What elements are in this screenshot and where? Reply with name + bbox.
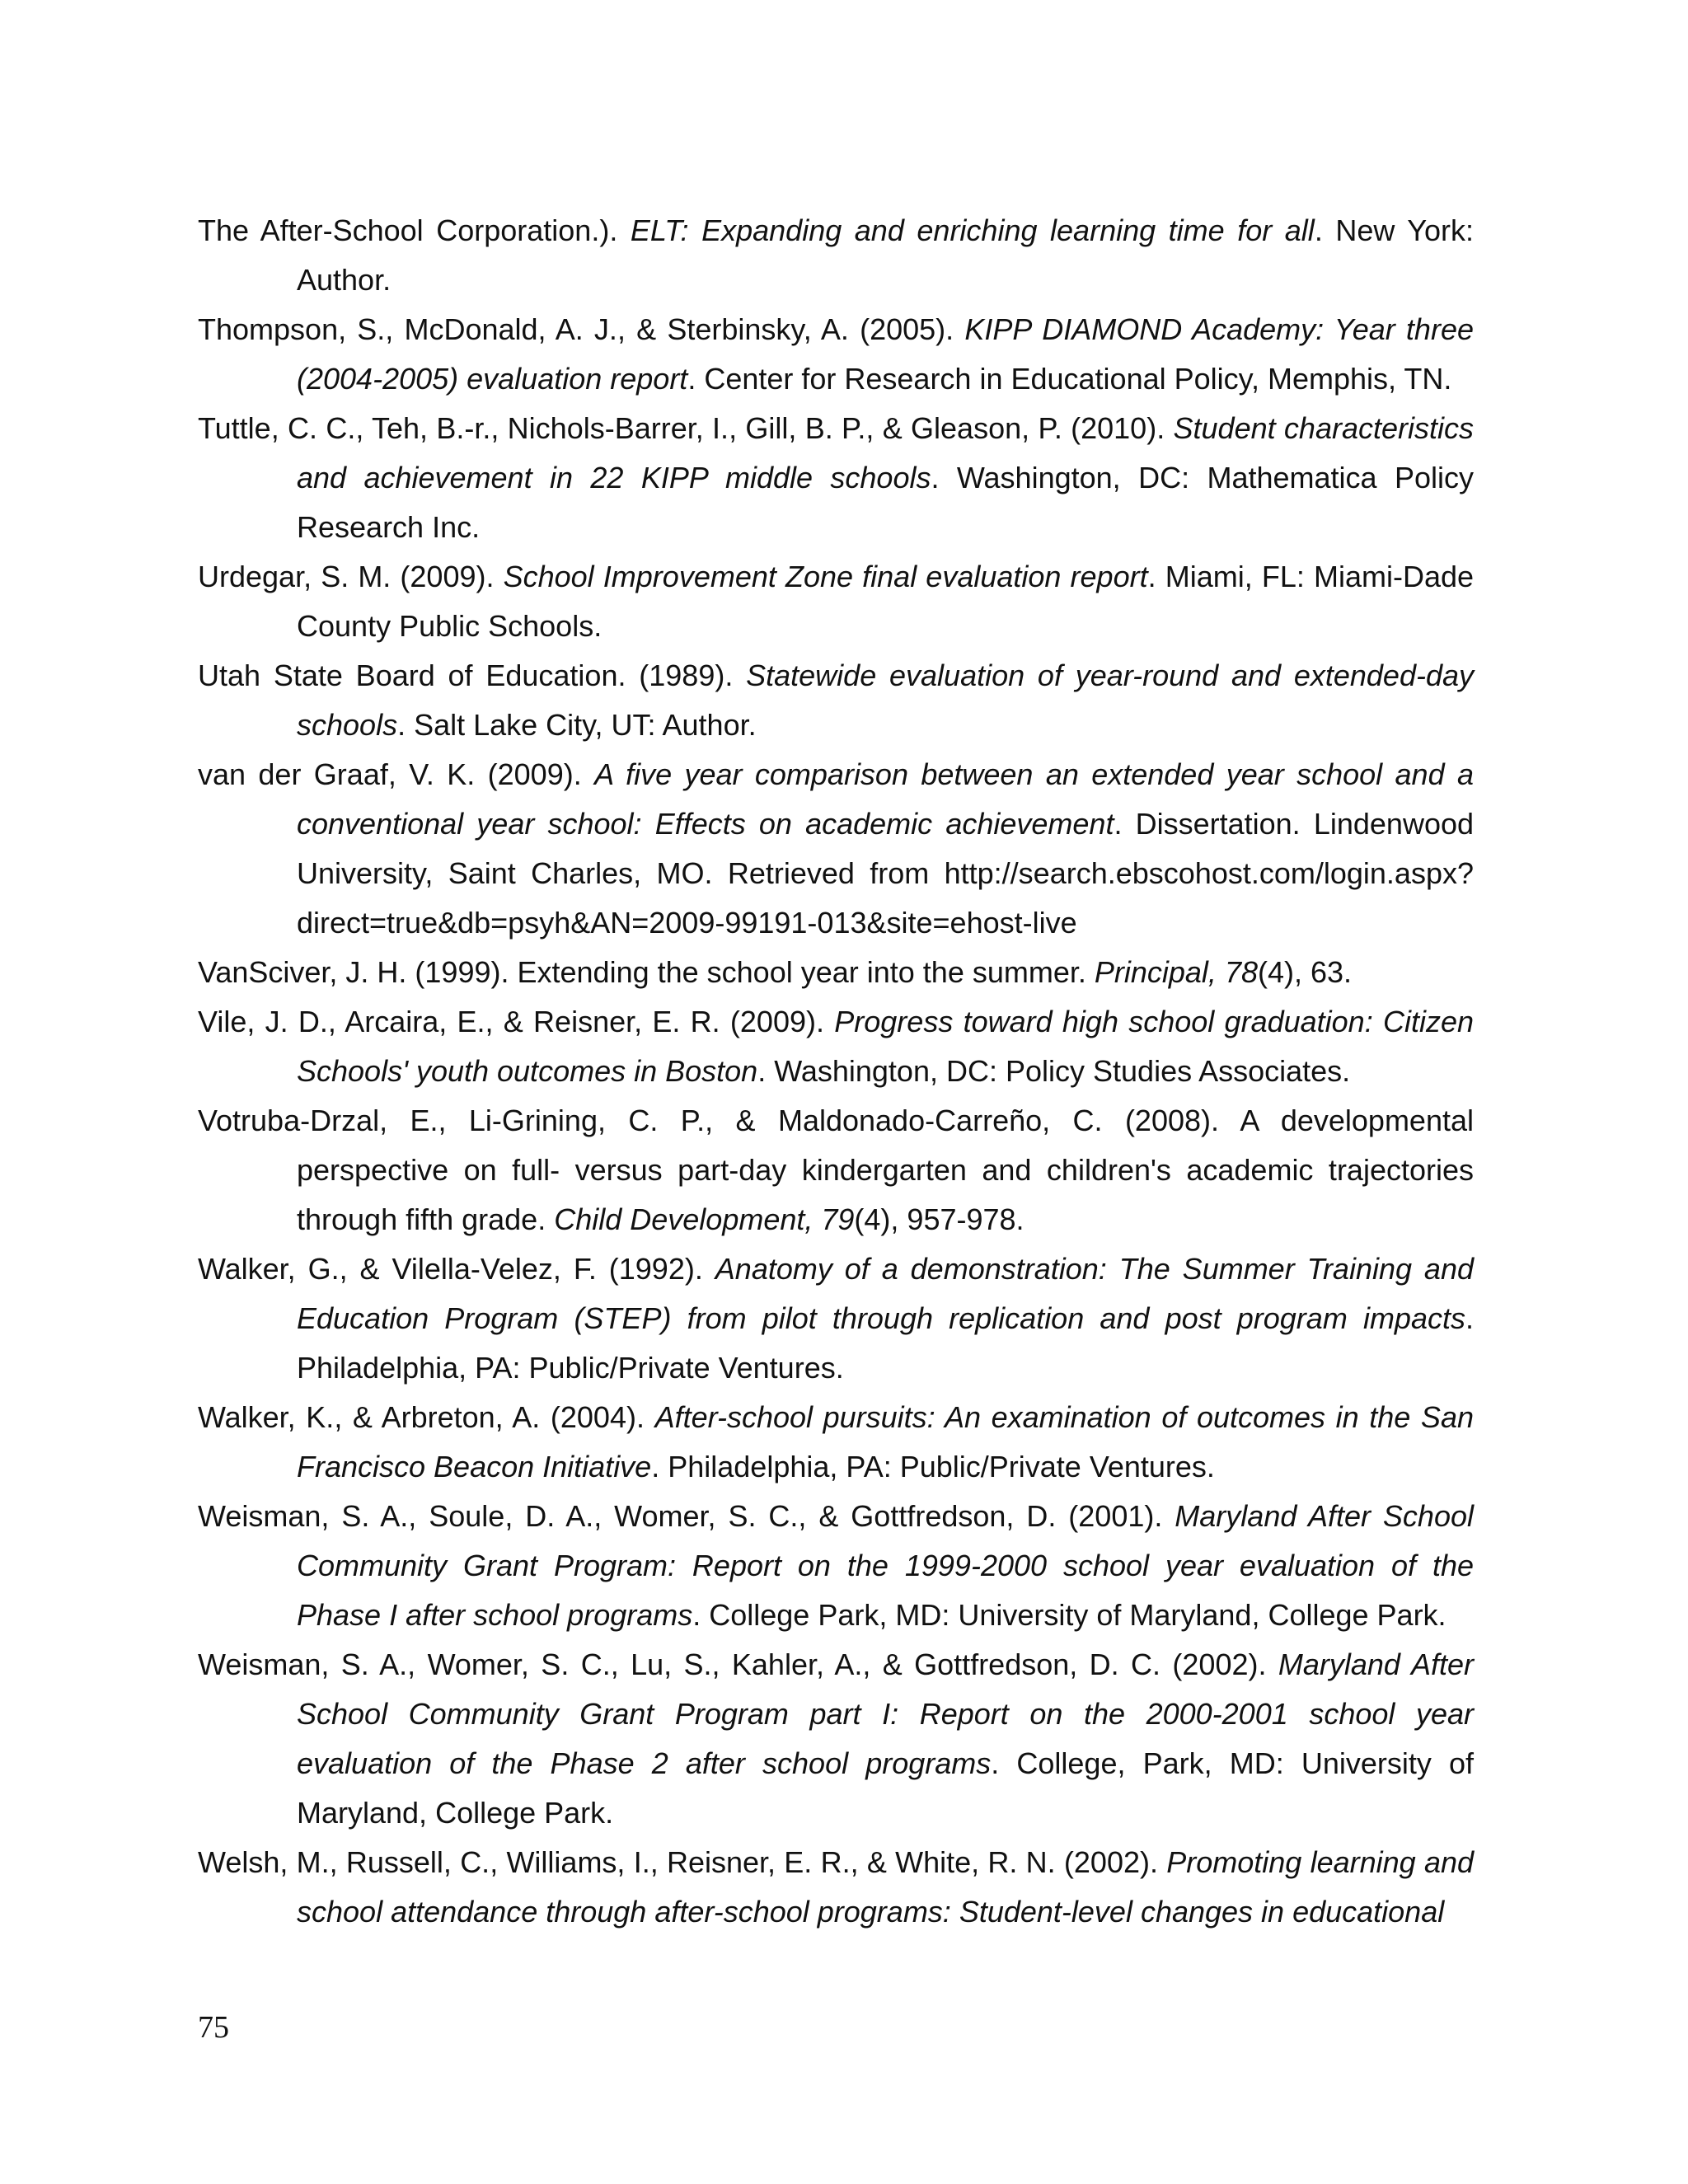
reference-entry — [198, 1393, 1474, 1492]
reference-title: After-school pursuits: An examination of outcomes in the San Francisco Beacon Initiative — [297, 1400, 1474, 1483]
reference-entry — [198, 206, 1474, 305]
reference-authors: Welsh, M., Russell, C., Williams, I., Reisner, E. R., & White, R. N. (2002). — [198, 1845, 1167, 1879]
reference-publication: . Dissertation. Lindenwood University, Saint Charles, MO. Retrieved from http://search.ebscohost.com/login.aspx?direct=true&db=psyh&AN=2009-99191-013&site=ehost-live — [297, 807, 1475, 940]
reference-authors: Walker, K., & Arbreton, A. (2004). — [198, 1400, 655, 1434]
reference-authors: Vile, J. D., Arcaira, E., & Reisner, E. R. (2009). — [198, 1005, 835, 1038]
reference-authors: Thompson, S., McDonald, A. J., & Sterbinsky, A. (2005). — [198, 312, 965, 346]
reference-publication: . Washington, DC: Policy Studies Associates. — [757, 1054, 1351, 1088]
reference-entry — [198, 1244, 1474, 1393]
reference-title: Maryland After School Community Grant Program part I: Report on the 2000-2001 school year evaluation of the Phase 2 after school programs — [297, 1647, 1474, 1780]
reference-publication: . Center for Research in Educational Policy, Memphis, TN. — [687, 362, 1452, 396]
reference-authors: Utah State Board of Education. (1989). — [198, 658, 747, 692]
reference-title: Child Development, 79 — [554, 1202, 855, 1236]
reference-entry — [198, 1640, 1474, 1838]
reference-publication: . New York: Author. — [297, 213, 1474, 297]
reference-entry — [198, 1492, 1474, 1640]
reference-title: Maryland After School Community Grant Program: Report on the 1999-2000 school year evaluation of the Phase I after school programs — [297, 1499, 1474, 1632]
reference-authors: Weisman, S. A., Womer, S. C., Lu, S., Kahler, A., & Gottfredson, D. C. (2002). — [198, 1647, 1278, 1681]
reference-title: A five year comparison between an extended year school and a conventional year school: Effects on academic achievement — [297, 757, 1474, 841]
reference-authors: Walker, G., & Vilella-Velez, F. (1992). — [198, 1252, 715, 1286]
reference-authors: Weisman, S. A., Soule, D. A., Womer, S. C., & Gottfredson, D. (2001). — [198, 1499, 1175, 1533]
reference-title: Promoting learning and school attendance through after-school programs: Student-level changes in educational — [297, 1845, 1475, 1929]
reference-entry — [198, 404, 1474, 552]
reference-entry — [198, 552, 1474, 651]
reference-publication: . Washington, DC: Mathematica Policy Research Inc. — [297, 461, 1474, 544]
reference-title: School Improvement Zone final evaluation report — [503, 560, 1148, 593]
reference-authors: VanSciver, J. H. (1999). Extending the school year into the summer. — [198, 955, 1095, 989]
reference-publication: . College Park, MD: University of Maryland, College Park. — [692, 1598, 1447, 1632]
reference-entry — [198, 1838, 1474, 1937]
reference-entry — [198, 997, 1474, 1096]
reference-title: Progress toward high school graduation: Citizen Schools' youth outcomes in Boston — [297, 1005, 1475, 1088]
reference-entry — [198, 1096, 1474, 1244]
reference-title: Anatomy of a demonstration: The Summer Training and Education Program (STEP) from pilot through replication and post program impacts — [297, 1252, 1474, 1335]
reference-publication: . Miami, FL: Miami-Dade County Public Schools. — [297, 560, 1475, 643]
reference-title: Principal, 78 — [1094, 955, 1258, 989]
reference-title: ELT: Expanding and enriching learning time for all — [630, 213, 1315, 247]
reference-title: Student characteristics and achievement in 22 KIPP middle schools — [297, 411, 1474, 494]
reference-entry — [198, 651, 1474, 750]
reference-authors: Urdegar, S. M. (2009). — [198, 560, 504, 593]
reference-entry — [198, 750, 1474, 948]
reference-publication: (4), 63. — [1257, 955, 1353, 989]
reference-authors: Tuttle, C. C., Teh, B.-r., Nichols-Barrer, I., Gill, B. P., & Gleason, P. (2010). — [198, 411, 1174, 445]
reference-authors: Votruba-Drzal, E., Li-Grining, C. P., & Maldonado-Carreño, C. (2008). A developmental perspective on full- versus part-day kindergarten and children's academic trajectories through fifth grade. — [198, 1104, 1474, 1236]
page-number: 75 — [198, 2010, 229, 2045]
reference-entry — [198, 948, 1474, 997]
reference-title: Statewide evaluation of year-round and extended-day schools — [297, 658, 1474, 742]
reference-publication: . Philadelphia, PA: Public/Private Ventures. — [651, 1450, 1215, 1483]
reference-entry — [198, 305, 1474, 404]
reference-publication: . College, Park, MD: University of Maryland, College Park. — [297, 1746, 1474, 1830]
reference-authors: van der Graaf, V. K. (2009). — [198, 757, 595, 791]
reference-publication: . Philadelphia, PA: Public/Private Ventures. — [297, 1301, 1474, 1385]
reference-publication: (4), 957-978. — [854, 1202, 1025, 1236]
reference-list — [198, 206, 1474, 1937]
reference-title: KIPP DIAMOND Academy: Year three (2004-2005) evaluation report — [297, 312, 1474, 396]
reference-publication: . Salt Lake City, UT: Author. — [397, 708, 757, 742]
reference-authors: The After-School Corporation.). — [198, 213, 631, 247]
